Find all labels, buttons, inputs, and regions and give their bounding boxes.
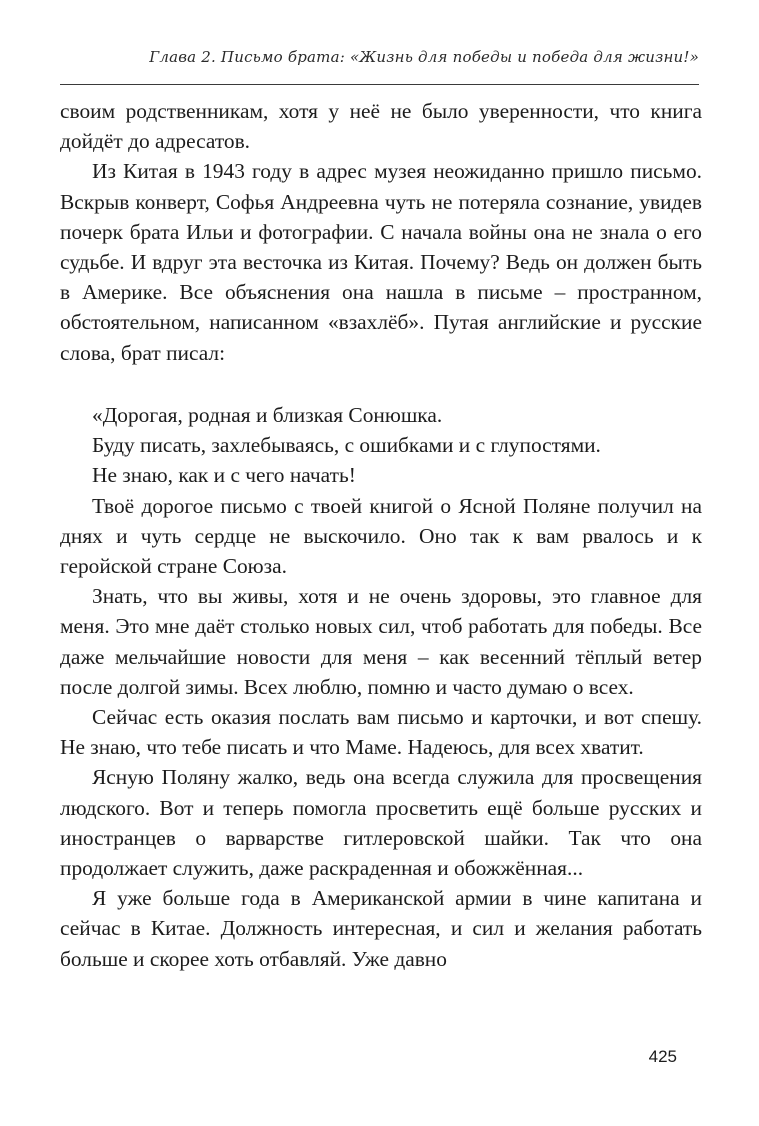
paragraph: Из Китая в 1943 году в адрес музея неожиданно пришло письмо. Вскрыв конверт, Софья Андреевна чуть не потеряла сознание, увидев почерк брата Ильи и фотографии. С начала войны она не знала о его судьбе. И вдруг эта весточка из Китая. Почему? Ведь он должен быть в Америке. Все объяснения она нашла в письме – пространном, обстоятельном, написанном «взахлёб». Путая английские и русские слова, брат писал: [60,159,702,365]
paragraph-continuation: своим родственникам, хотя у неё не было уверенности, что книга дойдёт до адресатов. [60,99,702,154]
letter-paragraph: Знать, что вы живы, хотя и не очень здоровы, это главное для меня. Это мне даёт столько новых сил, чтоб работать для победы. Все даже мельчайшие новости для меня – как весенний тёплый ветер после долгой зимы. Всех люблю, помню и часто думаю о всех. [60,584,702,699]
page-number: 425 [648,1047,677,1066]
running-head-title: Глава 2. Письмо брата: «Жизнь для победы и победа для жизни!» [149,48,699,66]
narrative-text [60,96,702,368]
letter-paragraph: Буду писать, захлебываясь, с ошибками и с глупостями. [92,433,601,458]
letter-paragraph: Не знаю, как и с чего начать! [92,463,356,488]
letter-paragraph: Сейчас есть оказия послать вам письмо и карточки, и вот спешу. Не знаю, что тебе писать и что Маме. Надеюсь, для всех хватит. [60,705,702,760]
header-rule [60,84,699,85]
letter-paragraph: Твоё дорогое письмо с твоей книгой о Ясной Поляне получил на днях и чуть сердце не выскочило. Оно так к вам рвалось и к геройской стране Союза. [60,493,702,579]
letter-paragraph: Ясную Поляну жалко, ведь она всегда служила для просвещения людского. Вот и теперь помогла просветить ещё больше русских и иностранцев о варварстве гитлеровской шайки. Так что она продолжает служить, даже раскраденная и обожжённая... [60,765,702,881]
letter-paragraph: Я уже больше года в Американской армии в чине капитана и сейчас в Китае. Должность интересная, и сил и желания работать больше и скорее хоть отбавляй. Уже давно [60,886,702,971]
letter-salutation: «Дорогая, родная и близкая Сонюшка. [92,403,443,427]
letter-quote [60,400,702,974]
